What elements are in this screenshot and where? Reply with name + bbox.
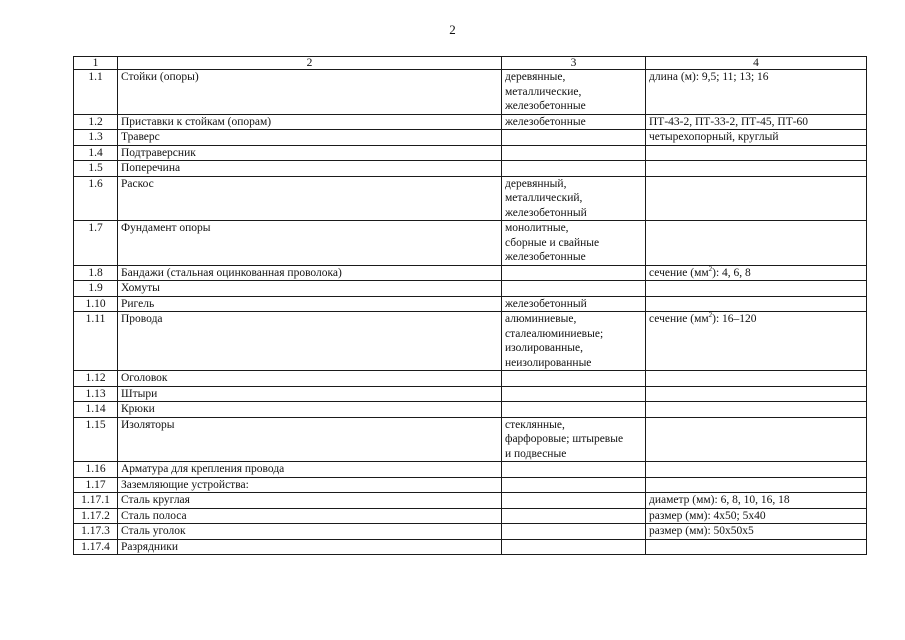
item-name: Подтраверсник bbox=[118, 145, 502, 161]
item-name: Провода bbox=[118, 312, 502, 371]
item-specification bbox=[646, 462, 867, 478]
item-specification bbox=[646, 161, 867, 177]
table-row bbox=[74, 130, 867, 146]
table-row bbox=[74, 281, 867, 297]
item-specification bbox=[646, 371, 867, 387]
item-material: стеклянные, фарфоровые; штыревые и подвесные bbox=[502, 417, 646, 462]
specification-superscript: 2 bbox=[708, 311, 713, 320]
item-material bbox=[502, 477, 646, 493]
row-number: 1.17.4 bbox=[74, 539, 118, 555]
table-row bbox=[74, 417, 867, 462]
specification-text: сечение (мм bbox=[649, 313, 709, 325]
column-header-1: 1 bbox=[74, 57, 118, 70]
item-specification bbox=[646, 539, 867, 555]
item-specification: ПТ-43-2, ПТ-33-2, ПТ-45, ПТ-60 bbox=[646, 114, 867, 130]
item-material bbox=[502, 281, 646, 297]
table-row bbox=[74, 462, 867, 478]
table-row bbox=[74, 114, 867, 130]
table-row bbox=[74, 265, 867, 281]
row-number: 1.11 bbox=[74, 312, 118, 371]
item-material bbox=[502, 130, 646, 146]
header-row bbox=[74, 57, 867, 70]
item-material bbox=[502, 145, 646, 161]
item-specification: длина (м): 9,5; 11; 13; 16 bbox=[646, 70, 867, 115]
row-number: 1.13 bbox=[74, 386, 118, 402]
table-row bbox=[74, 508, 867, 524]
row-number: 1.17 bbox=[74, 477, 118, 493]
item-specification bbox=[646, 145, 867, 161]
item-specification: четырехопорный, круглый bbox=[646, 130, 867, 146]
item-specification bbox=[646, 386, 867, 402]
column-header-2: 2 bbox=[118, 57, 502, 70]
item-name: Изоляторы bbox=[118, 417, 502, 462]
item-specification bbox=[646, 417, 867, 462]
item-name: Сталь полоса bbox=[118, 508, 502, 524]
item-name: Разрядники bbox=[118, 539, 502, 555]
item-name: Штыри bbox=[118, 386, 502, 402]
item-name: Арматура для крепления провода bbox=[118, 462, 502, 478]
item-name: Хомуты bbox=[118, 281, 502, 297]
specification-text-tail: ): 16–120 bbox=[712, 313, 757, 325]
table-row bbox=[74, 524, 867, 540]
item-material: монолитные, сборные и свайные железобетонные bbox=[502, 221, 646, 266]
row-number: 1.8 bbox=[74, 265, 118, 281]
row-number: 1.17.1 bbox=[74, 493, 118, 509]
specification-superscript: 2 bbox=[708, 264, 713, 273]
item-name: Оголовок bbox=[118, 371, 502, 387]
item-specification bbox=[646, 296, 867, 312]
item-specification bbox=[646, 265, 867, 281]
item-specification bbox=[646, 312, 867, 371]
item-specification: размер (мм): 4х50; 5х40 bbox=[646, 508, 867, 524]
item-material: деревянные, металлические, железобетонные bbox=[502, 70, 646, 115]
table-row bbox=[74, 539, 867, 555]
item-material bbox=[502, 493, 646, 509]
item-material: железобетонные bbox=[502, 114, 646, 130]
item-name: Поперечина bbox=[118, 161, 502, 177]
row-number: 1.10 bbox=[74, 296, 118, 312]
item-material: железобетонный bbox=[502, 296, 646, 312]
item-specification bbox=[646, 176, 867, 221]
table-row bbox=[74, 221, 867, 266]
specification-table bbox=[73, 56, 867, 555]
row-number: 1.17.2 bbox=[74, 508, 118, 524]
item-name: Приставки к стойкам (опорам) bbox=[118, 114, 502, 130]
page-number: 2 bbox=[449, 22, 456, 37]
item-name: Сталь уголок bbox=[118, 524, 502, 540]
item-material bbox=[502, 539, 646, 555]
item-specification bbox=[646, 281, 867, 297]
item-name: Заземляющие устройства: bbox=[118, 477, 502, 493]
table-row bbox=[74, 70, 867, 115]
row-number: 1.7 bbox=[74, 221, 118, 266]
row-number: 1.15 bbox=[74, 417, 118, 462]
item-name: Сталь круглая bbox=[118, 493, 502, 509]
table-row bbox=[74, 477, 867, 493]
table-row bbox=[74, 145, 867, 161]
item-name: Раскос bbox=[118, 176, 502, 221]
row-number: 1.16 bbox=[74, 462, 118, 478]
item-specification: диаметр (мм): 6, 8, 10, 16, 18 bbox=[646, 493, 867, 509]
row-number: 1.4 bbox=[74, 145, 118, 161]
item-specification bbox=[646, 221, 867, 266]
table-row bbox=[74, 386, 867, 402]
row-number: 1.2 bbox=[74, 114, 118, 130]
item-material bbox=[502, 371, 646, 387]
column-header-4: 4 bbox=[646, 57, 867, 70]
item-specification: размер (мм): 50х50х5 bbox=[646, 524, 867, 540]
row-number: 1.17.3 bbox=[74, 524, 118, 540]
row-number: 1.3 bbox=[74, 130, 118, 146]
table-body bbox=[74, 70, 867, 555]
item-specification bbox=[646, 402, 867, 418]
item-material bbox=[502, 161, 646, 177]
item-name: Траверс bbox=[118, 130, 502, 146]
item-material bbox=[502, 462, 646, 478]
row-number: 1.5 bbox=[74, 161, 118, 177]
item-material: алюминиевые, сталеалюминиевые; изолированные, неизолированные bbox=[502, 312, 646, 371]
item-material bbox=[502, 402, 646, 418]
row-number: 1.6 bbox=[74, 176, 118, 221]
row-number: 1.9 bbox=[74, 281, 118, 297]
column-header-3: 3 bbox=[502, 57, 646, 70]
table-row bbox=[74, 296, 867, 312]
table-row bbox=[74, 493, 867, 509]
table-row bbox=[74, 312, 867, 371]
item-material: деревянный, металлический, железобетонный bbox=[502, 176, 646, 221]
item-name: Фундамент опоры bbox=[118, 221, 502, 266]
item-name: Крюки bbox=[118, 402, 502, 418]
row-number: 1.14 bbox=[74, 402, 118, 418]
table-row bbox=[74, 371, 867, 387]
row-number: 1.1 bbox=[74, 70, 118, 115]
item-material bbox=[502, 386, 646, 402]
row-number: 1.12 bbox=[74, 371, 118, 387]
item-specification bbox=[646, 477, 867, 493]
item-material bbox=[502, 265, 646, 281]
item-name: Бандажи (стальная оцинкованная проволока) bbox=[118, 265, 502, 281]
specification-text: сечение (мм bbox=[649, 266, 709, 279]
table-row bbox=[74, 402, 867, 418]
item-material bbox=[502, 508, 646, 524]
item-name: Стойки (опоры) bbox=[118, 70, 502, 115]
item-material bbox=[502, 524, 646, 540]
item-name: Ригель bbox=[118, 296, 502, 312]
specification-text-tail: ): 4, 6, 8 bbox=[712, 266, 751, 279]
table-row bbox=[74, 176, 867, 221]
table-row bbox=[74, 161, 867, 177]
